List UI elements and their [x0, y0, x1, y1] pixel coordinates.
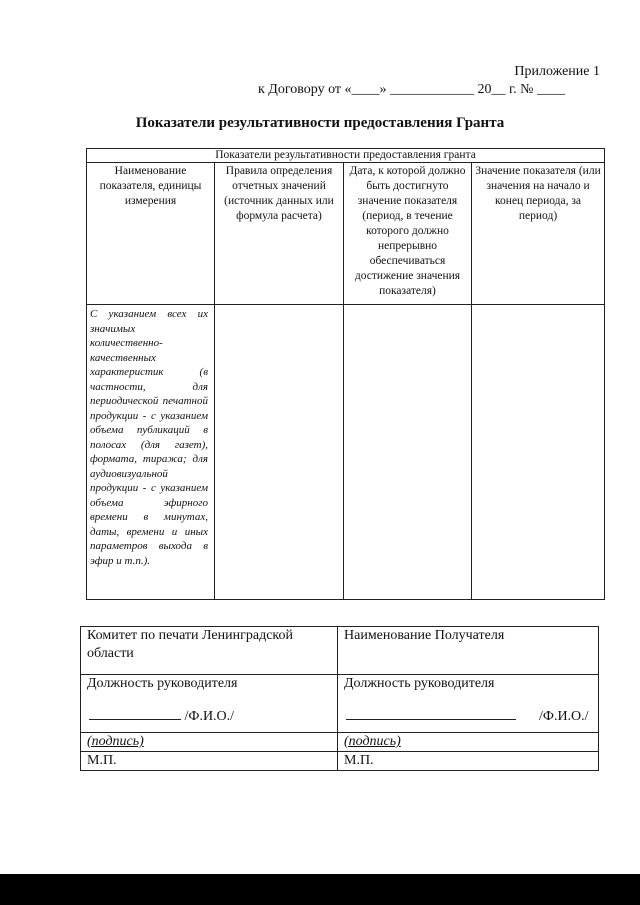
signature-table: [80, 626, 599, 771]
recipient-sign-hint: (подпись): [338, 733, 599, 752]
stamp-row: [81, 752, 599, 771]
signature-hint-row: [81, 733, 599, 752]
grantor-fio: /Ф.И.О./: [184, 709, 235, 724]
signature-blank: [346, 719, 516, 720]
table-span-header-row: [87, 149, 605, 163]
column-header: Значение показателя (или значения на начало и конец периода, за период): [472, 163, 605, 305]
column-header: Наименование показателя, единицы измерения: [87, 163, 215, 305]
table-row: [87, 305, 605, 600]
recipient-fio: /Ф.И.О./: [539, 709, 589, 724]
table-span-header: Показатели результативности предоставления гранта: [87, 149, 605, 163]
indicators-table: [86, 148, 605, 600]
column-header: Дата, к которой должно быть достигнуто значение показателя (период, в течение которого должно непрерывно обеспечиваться достижение значения показателя): [344, 163, 472, 305]
signature-blank: [89, 719, 181, 720]
table-cell: [344, 305, 472, 600]
scan-border: [0, 874, 640, 905]
table-cell: [215, 305, 344, 600]
appendix-label: Приложение 1: [514, 64, 600, 79]
recipient-signature-line: [346, 708, 592, 726]
grantor-stamp: М.П.: [81, 752, 338, 771]
signature-position-row: [81, 675, 599, 733]
grantor-org: Комитет по печати Ленинградской области: [81, 627, 338, 675]
grantor-signature-line: [89, 708, 331, 726]
recipient-org: Наименование Получателя: [338, 627, 599, 675]
grantor-sign-hint: (подпись): [81, 733, 338, 752]
table-cell: [87, 305, 215, 600]
grantor-signature-cell: [81, 675, 338, 733]
page-title: Показатели результативности предоставления Гранта: [135, 115, 505, 131]
signature-org-row: [81, 627, 599, 675]
recipient-stamp: М.П.: [338, 752, 599, 771]
indicator-description: С указанием всех их значимых количественно-качественных характеристик (в частности, для периодической печатной продукции - с указанием объема публикаций в полосах (для газет), формата, тиража; для аудиовизуальной продукции - с указанием объема эфирного времени в минутах, даты, времени и иных параметров выхода в эфир и т.п.).: [90, 308, 208, 567]
column-header: Правила определения отчетных значений (источник данных или формула расчета): [215, 163, 344, 305]
table-header-row: [87, 163, 605, 305]
contract-reference: к Договору от «____» ____________ 20__ г. № ____: [258, 82, 566, 97]
recipient-signature-cell: [338, 675, 599, 733]
recipient-position: Должность руководителя: [344, 676, 495, 691]
table-cell: [472, 305, 605, 600]
grantor-position: Должность руководителя: [87, 676, 238, 691]
